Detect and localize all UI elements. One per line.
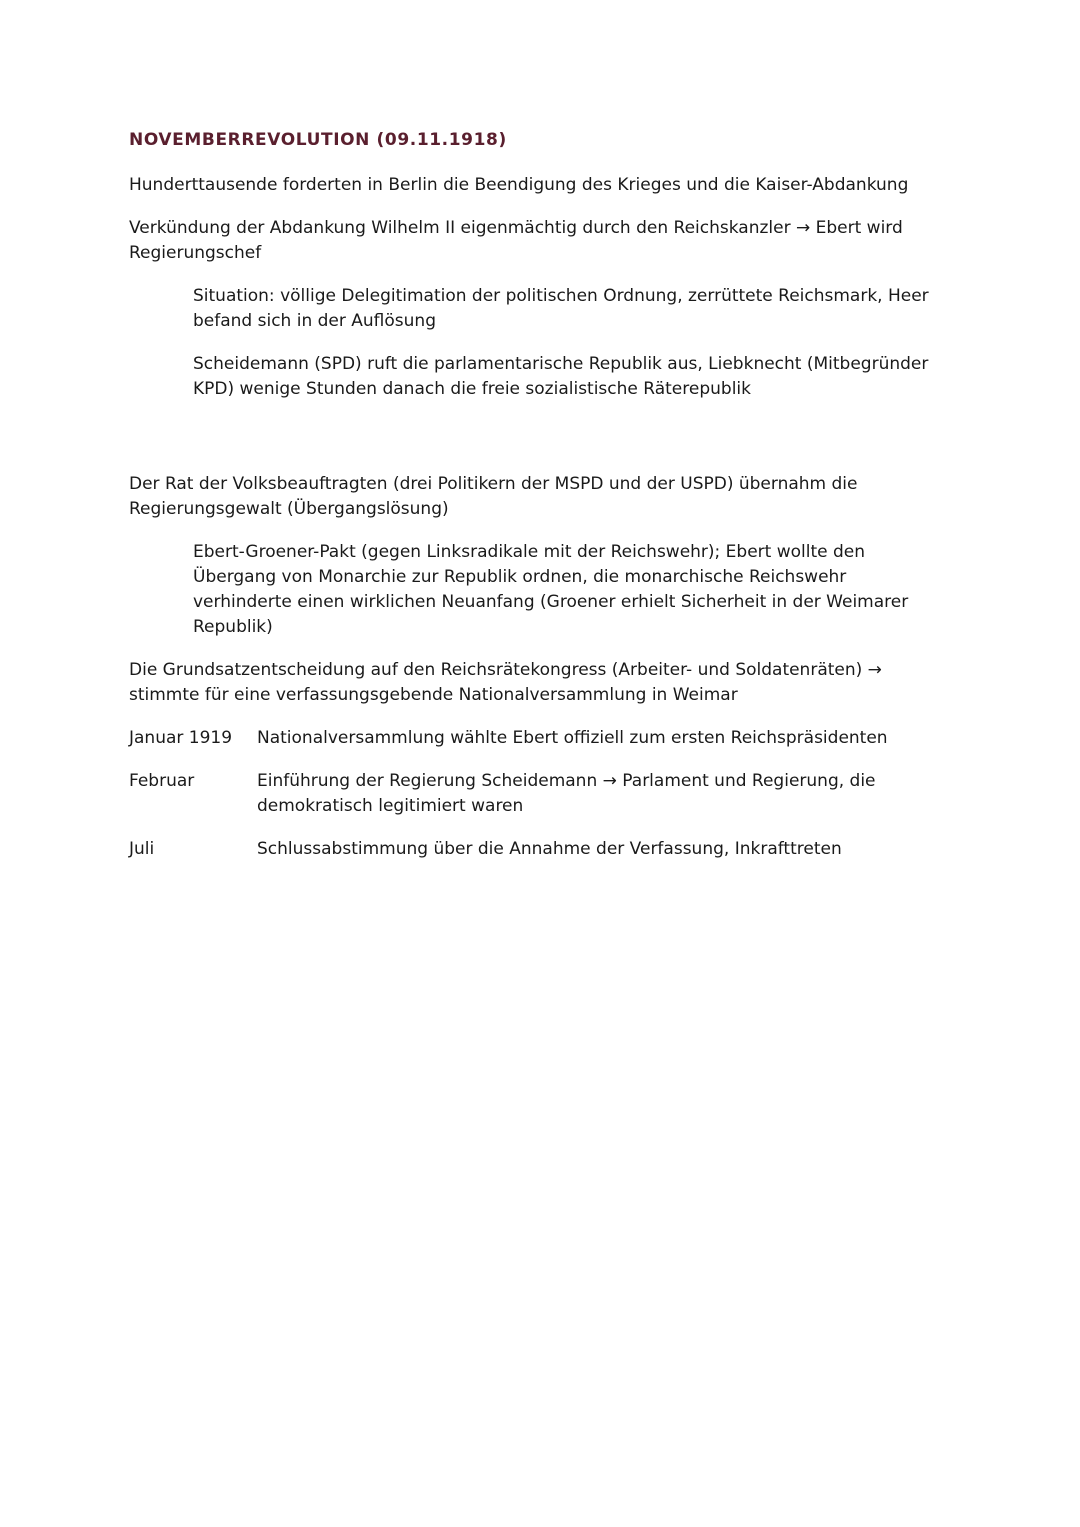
timeline-row	[129, 837, 949, 862]
document-heading: NOVEMBERREVOLUTION (09.11.1918)	[129, 130, 507, 150]
document-page	[129, 128, 949, 880]
paragraph-abdication: Verkündung der Abdankung Wilhelm II eigenmächtig durch den Reichskanzler → Ebert wird Regierungschef	[129, 218, 903, 263]
timeline-row	[129, 769, 949, 819]
timeline-text: Nationalversammlung wählte Ebert offiziell zum ersten Reichspräsidenten	[257, 728, 888, 748]
timeline-date: Januar 1919	[129, 728, 233, 748]
section-spacer	[129, 420, 949, 472]
timeline-row	[129, 726, 949, 751]
paragraph-situation: Situation: völlige Delegitimation der politischen Ordnung, zerrüttete Reichsmark, Heer befand sich in der Auflösung	[193, 286, 929, 331]
paragraph-demands: Hunderttausende forderten in Berlin die Beendigung des Krieges und die Kaiser-Abdankung	[129, 175, 909, 195]
timeline-date: Juli	[129, 839, 155, 859]
paragraph-council: Der Rat der Volksbeauftragten (drei Politikern der MSPD und der USPD) übernahm die Regierungsgewalt (Übergangslösung)	[129, 474, 858, 519]
timeline-text: Einführung der Regierung Scheidemann → Parlament und Regierung, die demokratisch legitimiert waren	[257, 771, 876, 816]
paragraph-republic-proclamation: Scheidemann (SPD) ruft die parlamentarische Republik aus, Liebknecht (Mitbegründer KPD) wenige Stunden danach die freie sozialistische Räterepublik	[193, 354, 929, 399]
timeline-date: Februar	[129, 771, 195, 791]
timeline-text: Schlussabstimmung über die Annahme der Verfassung, Inkrafttreten	[257, 839, 842, 859]
paragraph-congress-decision: Die Grundsatzentscheidung auf den Reichsrätekongress (Arbeiter- und Soldatenräten) → stimmte für eine verfassungsgebende Nationalversammlung in Weimar	[129, 660, 882, 705]
timeline	[129, 726, 949, 862]
paragraph-ebert-groener-pact: Ebert-Groener-Pakt (gegen Linksradikale mit der Reichswehr); Ebert wollte den Übergang von Monarchie zur Republik ordnen, die monarchische Reichswehr verhinderte einen wirklichen Neuanfang (Groener erhielt Sicherheit in der Weimarer Republik)	[193, 542, 909, 637]
